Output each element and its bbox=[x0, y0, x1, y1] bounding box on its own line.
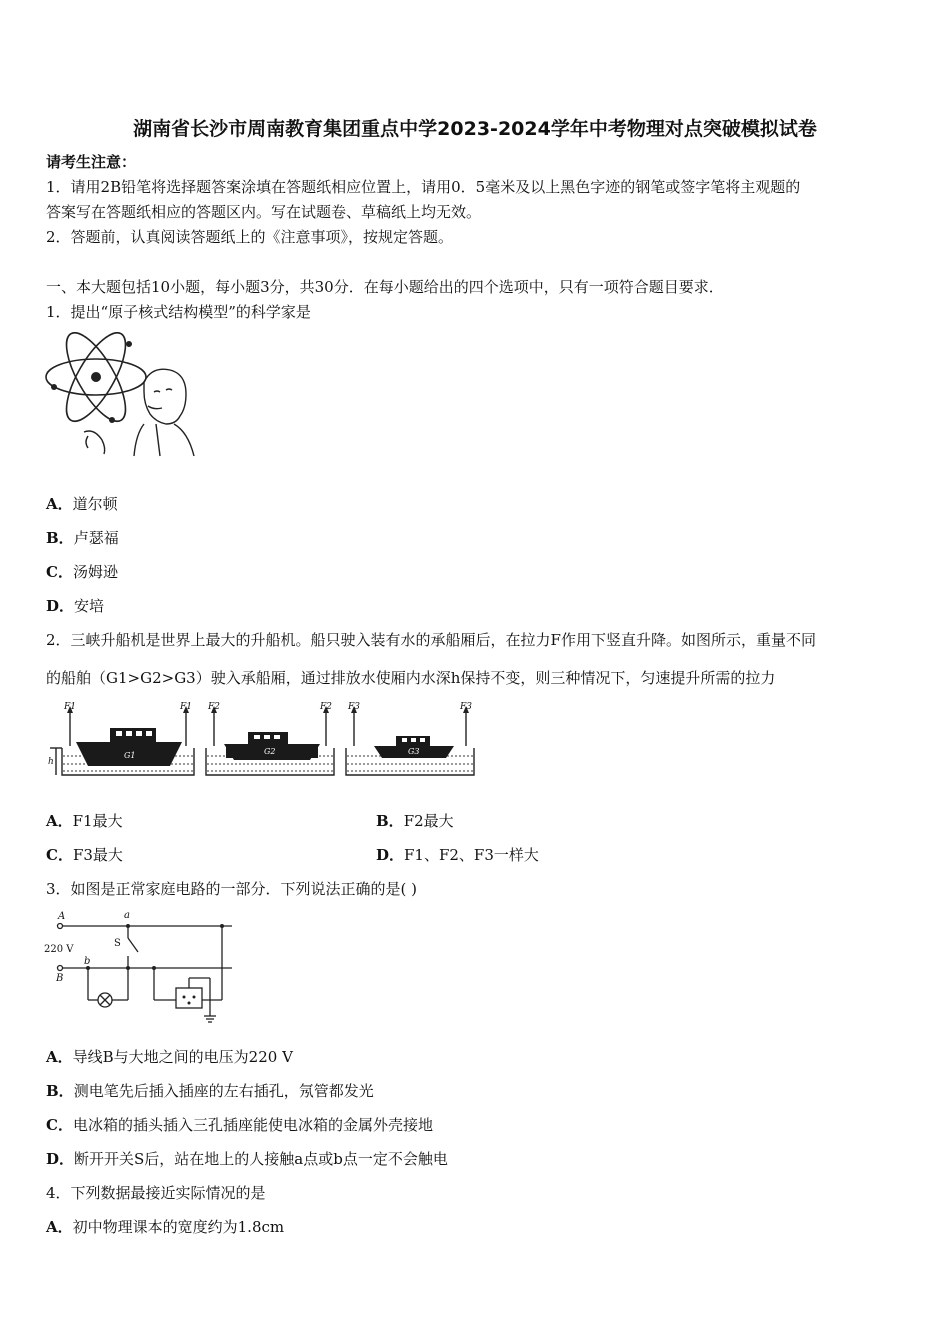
q2-option-c-text: F3最大 bbox=[72, 846, 123, 864]
q4-option-a-letter: A． bbox=[46, 1218, 73, 1236]
q1-option-d-text: 安培 bbox=[74, 597, 105, 615]
q1-option-c bbox=[46, 562, 118, 582]
q3-stem: 3．如图是正常家庭电路的一部分．下列说法正确的是( ) bbox=[46, 880, 418, 898]
label-point-b: b bbox=[84, 956, 91, 967]
q3-option-b bbox=[46, 1081, 374, 1101]
notice-line-2: 2．答题前，认真阅读答题纸上的《注意事项》，按规定答题。 bbox=[46, 228, 454, 246]
q1-stem: 1．提出“原子核式结构模型”的科学家是 bbox=[46, 303, 311, 321]
section-heading: 一、本大题包括10小题，每小题3分，共30分．在每小题给出的四个选项中，只有一项符合题目要求． bbox=[46, 278, 724, 296]
q1-option-a-letter: A． bbox=[46, 495, 73, 513]
notice-heading: 请考生注意： bbox=[46, 153, 137, 171]
q1-option-d-letter: D． bbox=[46, 597, 75, 615]
q4-option-a bbox=[46, 1217, 284, 1237]
q1-option-a-text: 道尔顿 bbox=[72, 495, 118, 513]
q2-option-b-letter: B． bbox=[376, 812, 404, 830]
label-h: h bbox=[48, 757, 54, 767]
notice-line-1b: 答案写在答题纸相应的答题区内。写在试题卷、草稿纸上均无效。 bbox=[46, 203, 482, 221]
q1-option-b bbox=[46, 528, 119, 548]
q3-option-d bbox=[46, 1149, 448, 1169]
q3-option-b-text: 测电笔先后插入插座的左右插孔，氖管都发光 bbox=[73, 1082, 374, 1100]
q2-option-a bbox=[46, 811, 123, 831]
label-f3-right: F3 bbox=[460, 702, 472, 712]
q2-stem-line-1: 2．三峡升船机是世界上最大的升船机。船只驶入装有水的承船厢后，在拉力F作用下竖直升降。如图所示，重量不同 bbox=[46, 631, 816, 649]
q2-stem-line-2: 的船舶（G1>G2>G3）驶入承船厢，通过排放水使厢内水深h保持不变，则三种情况下，匀速提升所需的拉力 bbox=[46, 669, 776, 687]
q1-option-a bbox=[46, 494, 118, 514]
q3-option-a-text: 导线B与大地之间的电压为220 V bbox=[72, 1048, 293, 1066]
label-f2-right: F2 bbox=[320, 702, 332, 712]
q3-option-d-letter: D． bbox=[46, 1150, 75, 1168]
label-switch: S bbox=[114, 938, 121, 949]
q2-option-d-letter: D． bbox=[376, 846, 405, 864]
q2-option-d bbox=[376, 845, 539, 865]
label-g2: G2 bbox=[264, 747, 276, 756]
notice-line-1: 1．请用2B铅笔将选择题答案涂填在答题纸相应位置上，请用0．5毫米及以上黑色字迹的钢笔或签字笔将主观题的 bbox=[46, 178, 801, 196]
label-point-a: a bbox=[124, 910, 130, 921]
q1-option-b-text: 卢瑟福 bbox=[73, 529, 119, 547]
q1-option-c-text: 汤姆逊 bbox=[72, 563, 118, 581]
atom-scientist-illustration bbox=[44, 332, 199, 457]
q3-option-a bbox=[46, 1047, 293, 1067]
q3-option-c bbox=[46, 1115, 433, 1135]
q1-option-d bbox=[46, 596, 104, 616]
label-node-a: A bbox=[58, 911, 66, 922]
label-f1-left: F1 bbox=[64, 702, 76, 712]
label-f3-left: F3 bbox=[348, 702, 360, 712]
q1-option-b-letter: B． bbox=[46, 529, 74, 547]
label-g1: G1 bbox=[124, 751, 136, 760]
page-title: 湖南省长沙市周南教育集团重点中学2023-2024学年中考物理对点突破模拟试卷 bbox=[133, 118, 817, 140]
label-f1-right: F1 bbox=[180, 702, 192, 712]
label-g3: G3 bbox=[408, 747, 420, 756]
q2-option-b bbox=[376, 811, 454, 831]
label-f2-left: F2 bbox=[208, 702, 220, 712]
q2-option-a-letter: A． bbox=[46, 812, 73, 830]
ship-lift-figure bbox=[44, 700, 484, 780]
q3-option-c-text: 电冰箱的插头插入三孔插座能使电冰箱的金属外壳接地 bbox=[72, 1116, 433, 1134]
q2-option-b-text: F2最大 bbox=[403, 812, 454, 830]
q3-option-d-text: 断开开关S后，站在地上的人接触a点或b点一定不会触电 bbox=[74, 1150, 448, 1168]
q2-option-c-letter: C． bbox=[46, 846, 73, 864]
q2-option-a-text: F1最大 bbox=[72, 812, 123, 830]
q3-option-b-letter: B． bbox=[46, 1082, 74, 1100]
label-node-b: B bbox=[56, 973, 64, 984]
label-voltage: 220 V bbox=[44, 944, 74, 955]
q3-option-a-letter: A． bbox=[46, 1048, 73, 1066]
q4-option-a-text: 初中物理课本的宽度约为1.8cm bbox=[72, 1218, 285, 1236]
q4-stem: 4．下列数据最接近实际情况的是 bbox=[46, 1184, 266, 1202]
q2-option-c bbox=[46, 845, 123, 865]
q1-option-c-letter: C． bbox=[46, 563, 73, 581]
q3-option-c-letter: C． bbox=[46, 1116, 73, 1134]
q2-option-d-text: F1、F2、F3一样大 bbox=[404, 846, 539, 864]
household-circuit-figure bbox=[42, 908, 242, 1023]
